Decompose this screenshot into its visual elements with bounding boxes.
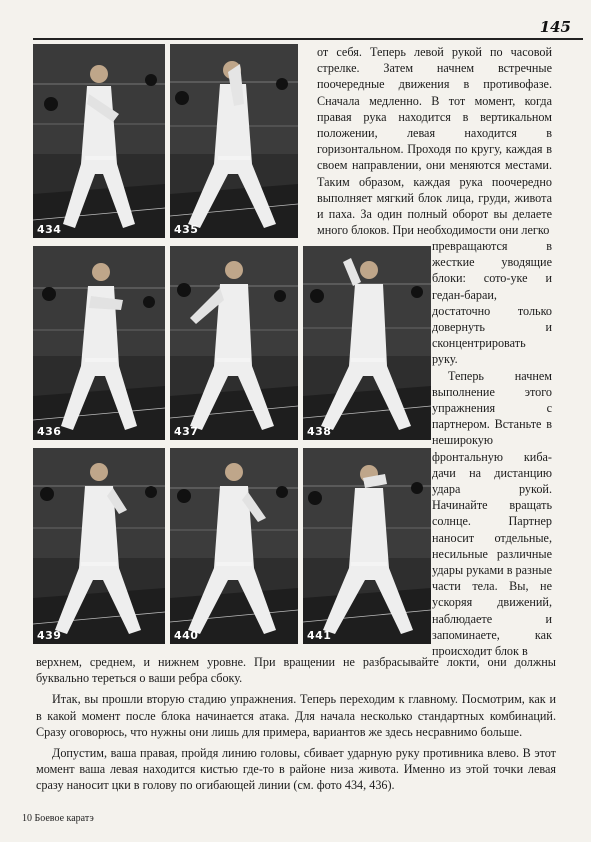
photo-441 (303, 448, 431, 644)
photo-label: 439 (37, 629, 62, 642)
page-footer: 10 Боевое каратэ (22, 813, 94, 824)
paragraph: Итак, вы прошли вторую стадию упражнения. Теперь переходим к главному. Посмотрим, как и в какой момент после блока начинается атака. Для начала несколько стандартных комбинаций. Сразу оговорюсь, что нужны они лишь для примера, вариантов же здесь несравнимо больше. (36, 692, 556, 739)
karate-figure-image (33, 448, 165, 644)
page-number: 145 (539, 18, 571, 36)
paragraph: Допустим, ваша правая, пройдя линию головы, сбивает ударную руку противника влево. В этот момент ваша левая находится кистью где-то в районе низа живота. Именно из этой точки левая сразу наносит цки в голову по огибающей линии (см. фото 434, 436). (36, 746, 556, 793)
photo-label: 434 (37, 223, 62, 236)
karate-figure-image (170, 44, 298, 238)
karate-figure-image (33, 246, 165, 440)
photo-label: 438 (307, 425, 332, 438)
karate-figure-image (170, 246, 298, 440)
body-text-narrow (432, 238, 552, 659)
paragraph: превращаются в жесткие уводящие блоки: сото-уке и гедан-бараи, достаточно только довернуть и сконцентрировать руку. (432, 239, 552, 367)
photo-437 (170, 246, 298, 440)
photo-label: 441 (307, 629, 332, 642)
karate-figure-image (33, 44, 165, 238)
photo-439 (33, 448, 165, 644)
photo-label: 436 (37, 425, 62, 438)
photo-label: 435 (174, 223, 199, 236)
photo-434 (33, 44, 165, 238)
body-text-full (36, 654, 556, 794)
photo-436 (33, 246, 165, 440)
photo-label: 437 (174, 425, 199, 438)
photo-440 (170, 448, 298, 644)
karate-figure-image (303, 246, 431, 440)
paragraph: Теперь начнем выполнение этого упражнения с партнером. Встаньте в неширокую фронтальную киба-дачи на дистанцию удара рукой. Начинайте вращать солнце. Партнер наносит отдельные, несильные различные удары руками в разные части тела. Вы, не ускоряя движений, наблюдаете и запоминаете, как происходит блок в (432, 368, 552, 659)
karate-figure-image (170, 448, 298, 644)
paragraph: от себя. Теперь левой рукой по часовой стрелке. Затем начнем встречные поочередные движения в противофазе. Сначала медленно. В тот момент, когда правая рука находится в вертикальном положении, левая находится в горизонтальном. Проходя по кругу, каждая в своем направлении, они меняются местами. Таким образом, каждая рука поочередно выполняет мягкий блок лица, груди, живота и паха. За один полный оборот вы делаете много блоков. При необходимости они легко (317, 45, 552, 238)
photo-label: 440 (174, 629, 199, 642)
photo-438 (303, 246, 431, 440)
photo-435 (170, 44, 298, 238)
karate-figure-image (303, 448, 431, 644)
paragraph: верхнем, среднем, и нижнем уровне. При вращении не разбрасывайте локти, они должны буквально тереться о ваши ребра сбоку. (36, 655, 556, 686)
header-rule (33, 38, 583, 40)
body-text-top (317, 44, 552, 238)
